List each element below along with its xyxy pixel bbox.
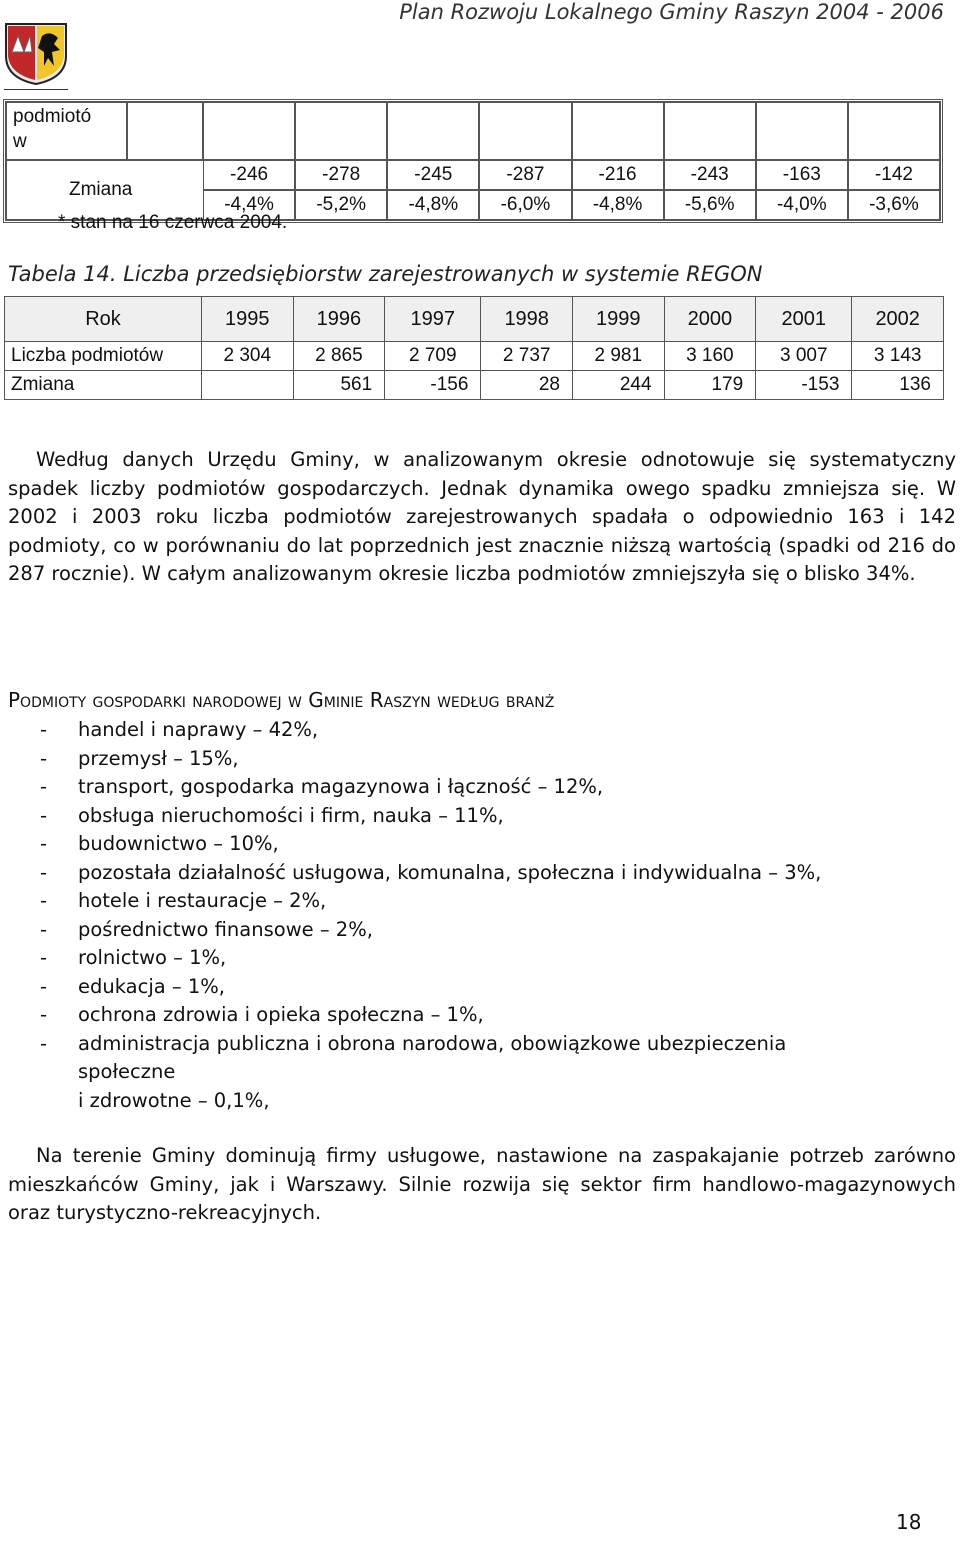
table-cell: -5,6%	[664, 190, 756, 220]
population-change-table	[3, 99, 943, 223]
running-header: Plan Rozwoju Lokalnego Gminy Raszyn 2004 - 2006	[399, 0, 944, 24]
table-row-label: Zmiana	[5, 371, 202, 400]
table-cell: -243	[664, 160, 756, 190]
table1-label-top: podmiotó w	[6, 102, 127, 160]
table-cell: -6,0%	[479, 190, 571, 220]
table-header-cell: 1995	[202, 297, 294, 342]
table-cell: -4,8%	[572, 190, 664, 220]
list-item: - przemysł – 15%,	[40, 746, 239, 770]
branch-list	[8, 716, 958, 1115]
table-cell: -246	[203, 160, 295, 190]
table-cell: 2 981	[572, 342, 664, 371]
table-cell: -156	[385, 371, 481, 400]
table-cell: 2 865	[293, 342, 385, 371]
table1-change-label: Zmiana	[6, 160, 203, 220]
list-item: - hotele i restauracje – 2%,	[40, 889, 327, 912]
table-cell: 2 737	[481, 342, 573, 371]
table-cell: -3,6%	[848, 190, 940, 220]
table-row-label: Liczba podmiotów	[5, 342, 202, 371]
table-cell: -4,0%	[756, 190, 848, 220]
regon-enterprises-table	[4, 296, 944, 400]
table-cell: -163	[756, 160, 848, 190]
table1-footnote: * stan na 16 czerwca 2004.	[58, 212, 288, 233]
table-cell: 3 160	[664, 342, 756, 371]
section-heading	[8, 688, 554, 712]
list-item: - handel i naprawy – 42%,	[40, 718, 319, 741]
table-cell: 28	[481, 371, 573, 400]
table-cell: 3 143	[852, 342, 944, 371]
paragraph-services: Na terenie Gminy dominują firmy usługowe, nastawione na zaspakajanie potrzeb zarówno mieszkańców Gminy, jak i Warszawy. Silnie rozwija się sektor firm handlowo-magazynowych oraz turystyczno-rekreacyjnych.	[8, 1144, 956, 1224]
list-item: - rolnictwo – 1%,	[40, 946, 227, 969]
section-heading-text: Podmioty gospodarki narodowej w Gminie Raszyn według branż	[8, 688, 555, 712]
table-cell: -245	[387, 160, 479, 190]
table-header-cell: 2000	[664, 297, 756, 342]
table-cell: -142	[848, 160, 940, 190]
table-cell: 136	[852, 371, 944, 400]
coat-of-arms-icon	[4, 22, 68, 86]
table-cell: -153	[756, 371, 852, 400]
list-item: - pośrednictwo finansowe – 2%,	[40, 917, 373, 941]
page-number: 18	[896, 1510, 922, 1534]
table-cell: 2 304	[202, 342, 294, 371]
header-rule	[4, 89, 68, 90]
list-item: - pozostała działalność usługowa, komunalna, społeczna i indywidualna – 3%,	[40, 860, 822, 884]
table-header-cell: 1997	[385, 297, 481, 342]
table-cell: -5,2%	[295, 190, 387, 220]
table-cell: 244	[572, 371, 664, 400]
list-item: - budownictwo – 10%,	[40, 832, 279, 855]
table-cell: 561	[293, 371, 385, 400]
list-item: - obsługa nieruchomości i firm, nauka – 11%,	[40, 803, 504, 827]
table-cell: -287	[479, 160, 571, 190]
table-header-cell: Rok	[5, 297, 202, 342]
table-cell	[202, 371, 294, 400]
table-header-cell: 1999	[572, 297, 664, 342]
table-cell: -4,4%	[203, 190, 295, 220]
table-header-cell: 1998	[481, 297, 573, 342]
table-cell: -216	[572, 160, 664, 190]
list-item: - transport, gospodarka magazynowa i łączność – 12%,	[40, 775, 604, 798]
table-cell: 2 709	[385, 342, 481, 371]
table-header-cell: 2002	[852, 297, 944, 342]
table-cell: 179	[664, 371, 756, 400]
table-cell: 3 007	[756, 342, 852, 371]
list-item: - ochrona zdrowia i opieka społeczna – 1%,	[40, 1003, 484, 1026]
table-header-cell: 1996	[293, 297, 385, 342]
paragraph-enterprise-trend: Według danych Urzędu Gminy, w analizowanym okresie odnotowuje się systematyczny spadek liczby podmiotów gospodarczych. Jednak dynamika owego spadku zmniejsza się. W 2002 i 2003 roku liczba podmiotów zarejestrowanych spadała o odpowiednio 163 i 142 podmioty, co w porównaniu do lat poprzednich jest znacznie niższą wartością (spadki od 216 do 287 rocznie). W całym analizowanym okresie liczba podmiotów zmniejszyła się o blisko 34%.	[8, 448, 956, 585]
table-header-cell: 2001	[756, 297, 852, 342]
table-cell: -278	[295, 160, 387, 190]
table-cell: -4,8%	[387, 190, 479, 220]
list-item: - edukacja – 1%,	[40, 974, 226, 998]
table2-caption: Tabela 14. Liczba przedsiębiorstw zarejestrowanych w systemie REGON	[8, 262, 763, 286]
list-item: - administracja publiczna i obrona narodowa, obowiązkowe ubezpieczenia społeczne i zdrowotne – 0,1%,	[40, 1031, 787, 1112]
